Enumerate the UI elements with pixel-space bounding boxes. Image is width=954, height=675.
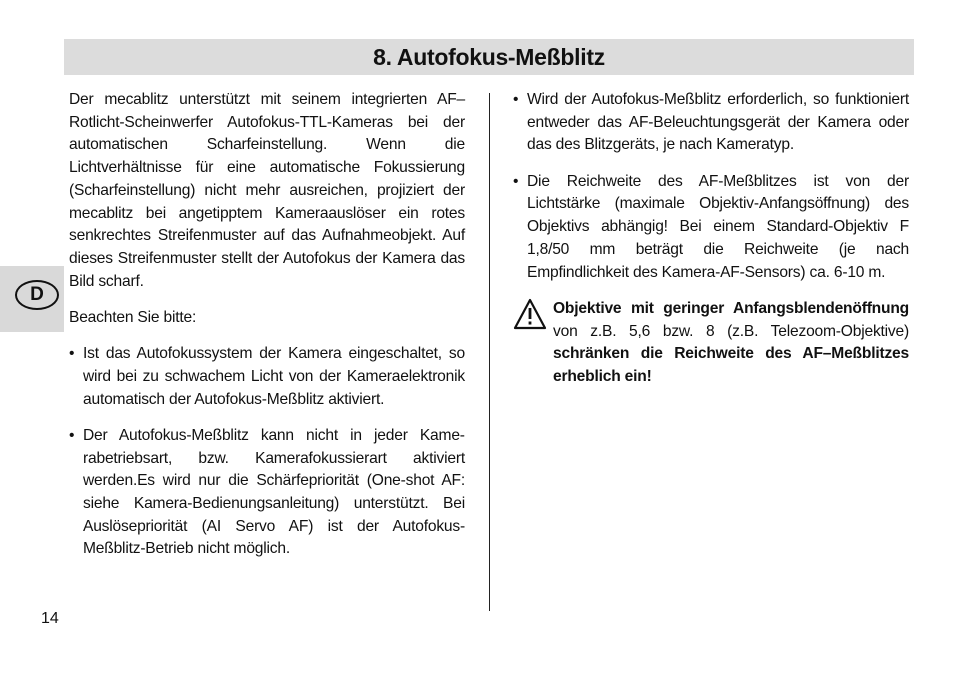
page-title: 8. Autofokus-Meßblitz	[373, 43, 605, 70]
warning-bold-end: schränken die Reichweite des AF–Meßblitzes erheblich ein!	[553, 345, 909, 385]
language-badge: D	[15, 280, 59, 310]
warning-triangle-icon	[513, 298, 547, 330]
list-item: • Ist das Autofokussystem der Kamera eingeschaltet, so wird bei zu schwachem Licht von der Kameraelektronik automatisch der Autofokus-Meßblitz aktiviert.	[69, 343, 465, 411]
list-item: • Wird der Autofokus-Meßblitz erforderlich, so funktioniert entweder das AF-Beleuchtungsgerät der Kamera oder das des Blitzgeräts, je nach Kameratyp.	[513, 89, 909, 157]
left-column	[69, 89, 465, 575]
warning-note	[513, 298, 909, 389]
right-column	[513, 89, 909, 389]
column-divider	[489, 93, 490, 611]
note-heading: Beachten Sie bitte:	[69, 308, 197, 326]
title-bar	[64, 39, 914, 75]
page-number: 14	[41, 610, 59, 627]
warning-bold-start: Objektive mit geringer Anfangsblendenöffnung	[553, 299, 909, 317]
intro-paragraph: Der mecablitz unterstützt mit seinem integrierten AF–Rotlicht-Scheinwerfer Autofokus-TTL-Kameras bei der automatischen Scharfeinstellung. Wenn die Lichtverhältnisse für eine automatische Fokussierung (Scharfeinstellung) nicht mehr ausreichen, projiziert der mecablitz bei angetipptem Kameraauslöser ein rotes senkrechtes Streifenmuster auf das Aufnahmeobjekt. Auf dieses Streifenmuster stellt der Autofokus der Kamera das Bild scharf.	[69, 91, 465, 290]
list-item: • Der Autofokus-Meßblitz kann nicht in jeder Kamerabetriebsart, bzw. Kamerafokussierart aktiviert werden.Es wird nur die Schärfepriorität (One-shot AF: siehe Kamera-Bedienungsanleitung) unterstützt. Bei Auslösepriorität (AI Servo AF) ist der Autofokus-Meßblitz-Betrieb nicht möglich.	[69, 425, 465, 561]
warning-text: von z.B. 5,6 bzw. 8 (z.B. Telezoom-Objektive)	[553, 322, 909, 340]
list-item: • Die Reichweite des AF-Meßblitzes ist von der Lichtstärke (maximale Objektiv-Anfangsöffnung) des Objektivs abhängig! Bei einem Standard-Objektiv F 1,8/50 mm beträgt die Reichweite (je nach Empfindlichkeit des Kamera-AF-Sensors) ca. 6-10 m.	[513, 171, 909, 285]
